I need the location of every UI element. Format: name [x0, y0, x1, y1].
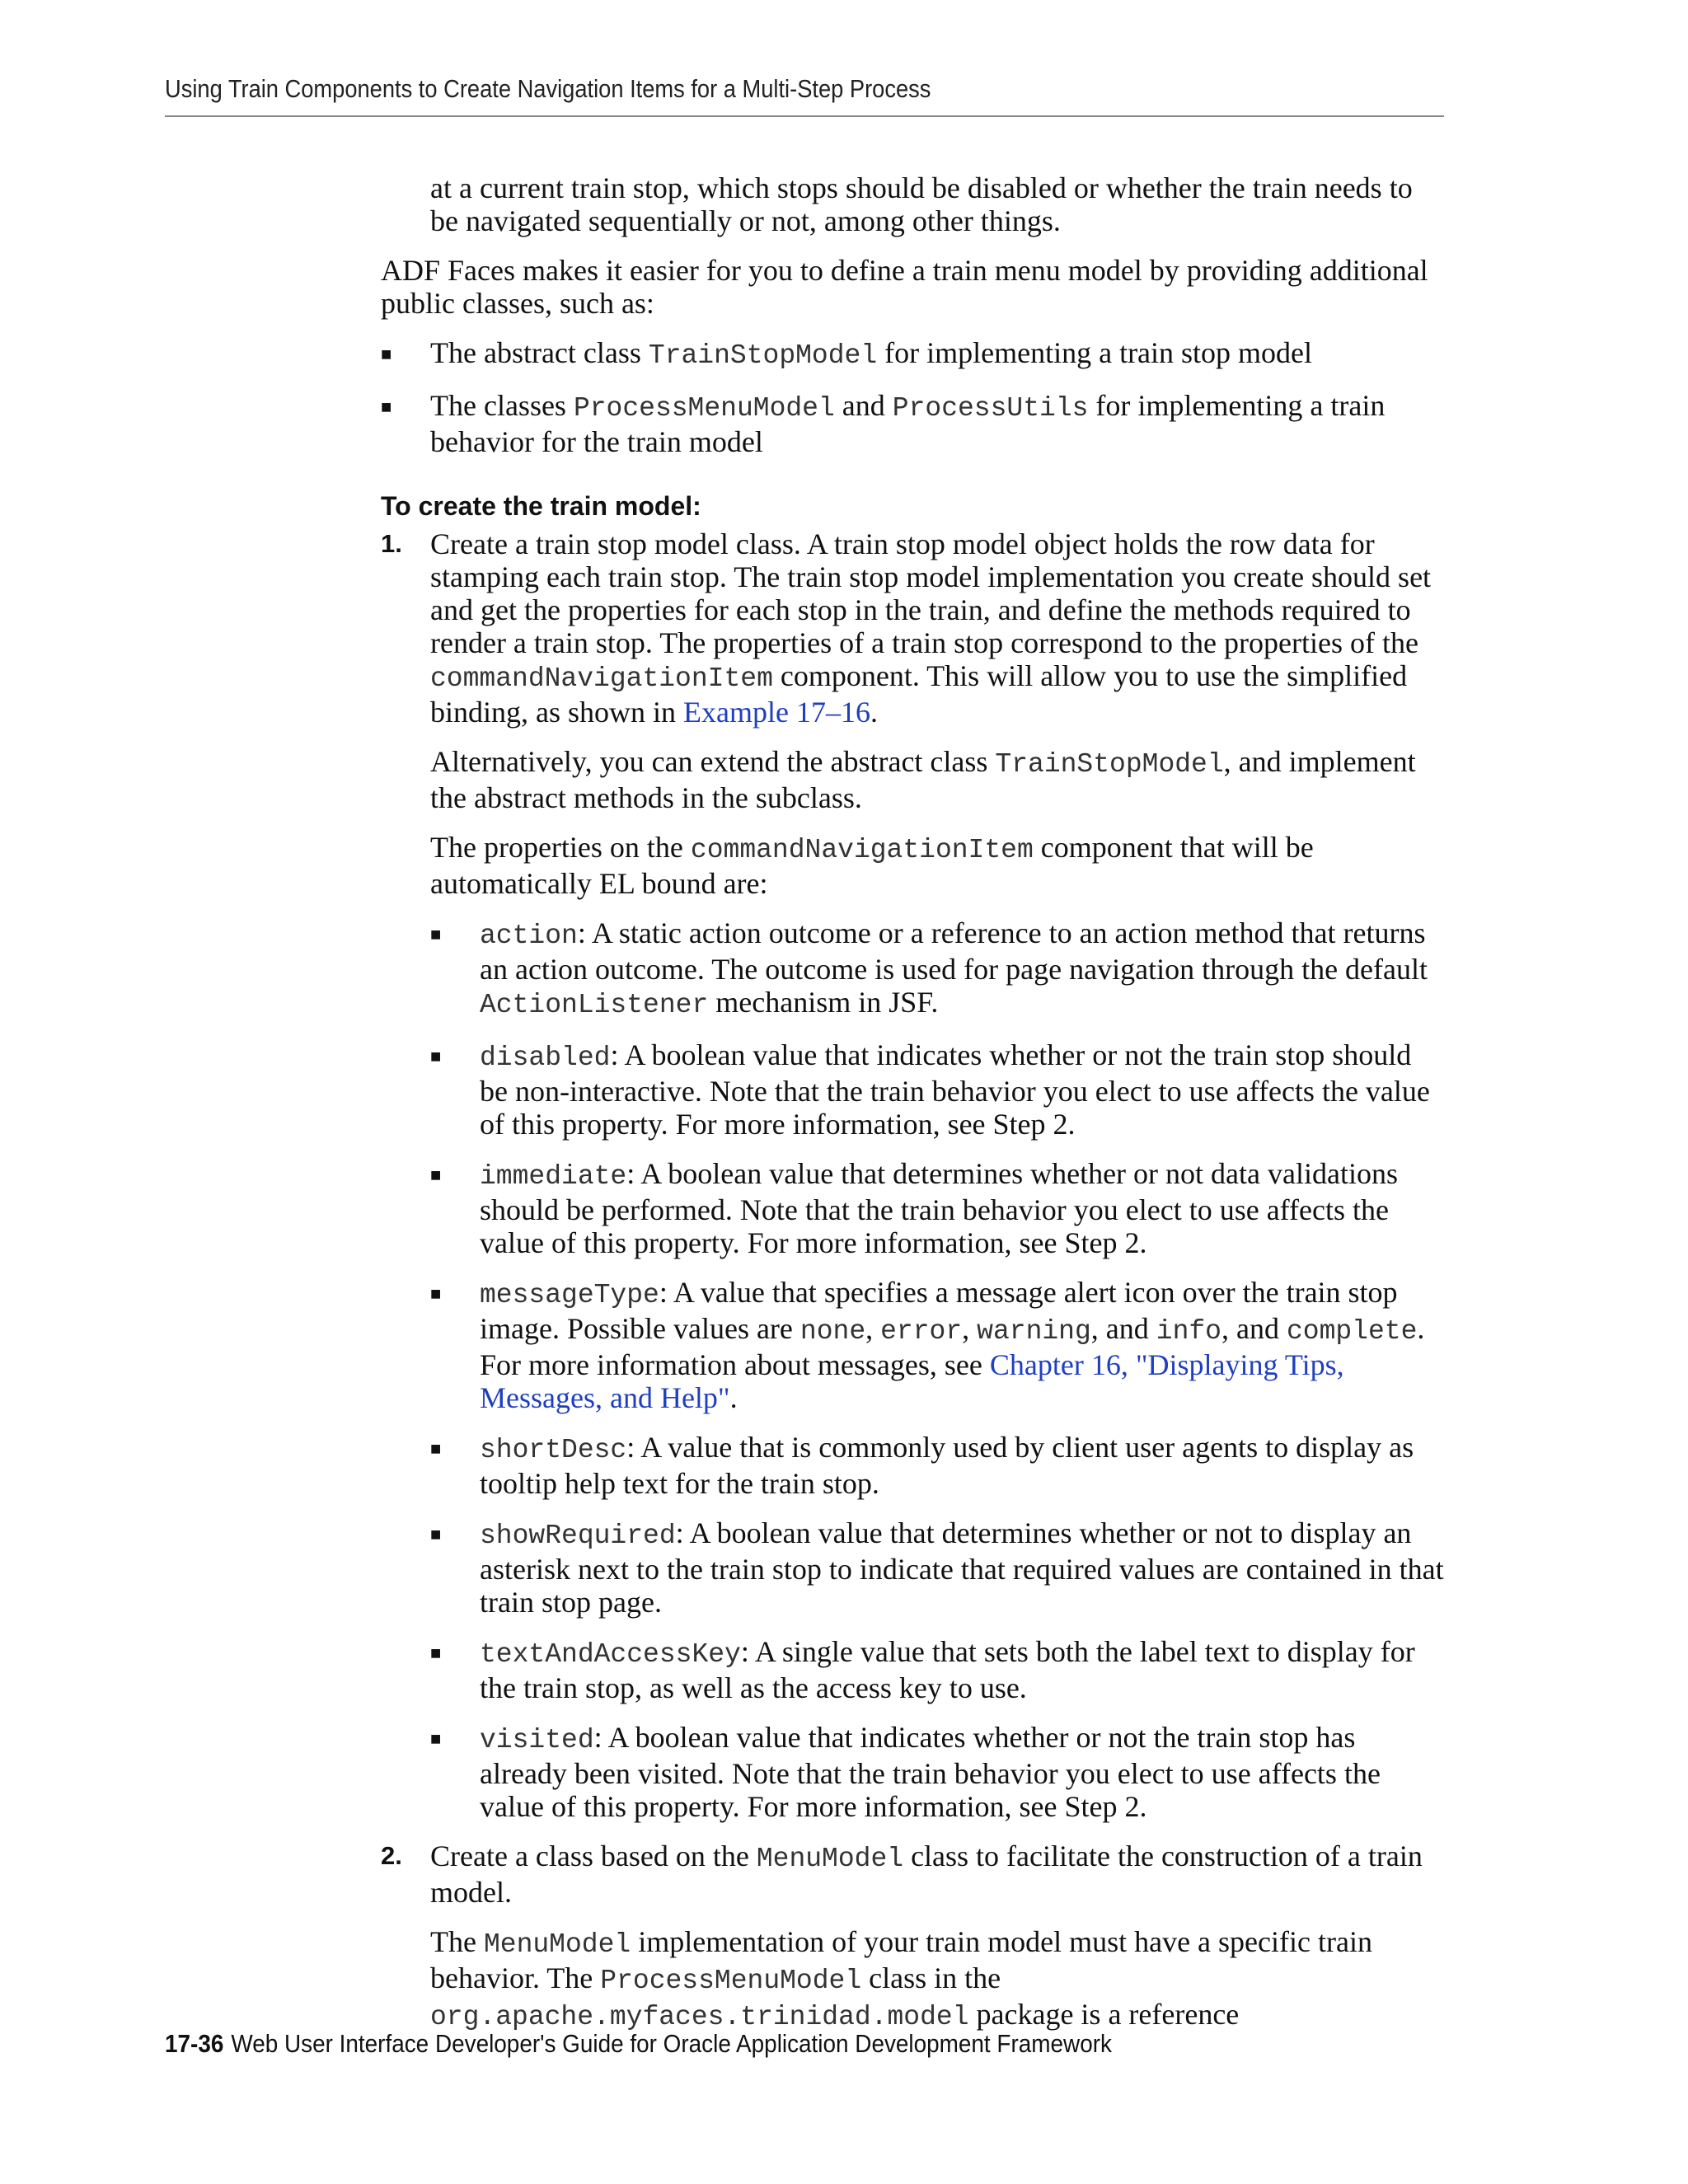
code-term: ProcessMenuModel [573, 393, 835, 424]
code-term: TrainStopModel [648, 340, 878, 371]
code-term: ProcessUtils [892, 393, 1089, 424]
continued-paragraph: at a current train stop, which stops should be disabled or whether the train needs to be navigated sequentially or not, among other things. [430, 171, 1413, 237]
property-item-action: ■ action: A static action outcome or a reference to an action method that returns an action outcome. The outcome is used for page navigation through the default ActionListener mechanism in JSF. [430, 916, 1428, 1020]
adf-paragraph: ADF Faces makes it easier for you to define a train menu model by providing additional public classes, such as: [381, 254, 1428, 320]
property-item-visited: ■ visited: A boolean value that indicates whether or not the train stop has already been visited. Note that the train behavior you elect to use affects the value of this property. For more information, see Step 2. [430, 1721, 1381, 1823]
book-title: Web User Interface Developer's Guide for Oracle Application Development Framework [231, 2029, 1112, 2058]
bullet-square-icon: ■ [430, 924, 442, 944]
list-item: ■ The classes ProcessMenuModel and ProcessUtils for implementing a train behavior for the train model [381, 389, 1386, 458]
step-number: 2. [381, 1841, 402, 1870]
bullet-square-icon: ■ [430, 1524, 442, 1544]
property-item-immediate: ■ immediate: A boolean value that determines whether or not data validations should be performed. Note that the train behavior you elect to use affects the value of this property. For more information, see Step 2. [430, 1157, 1398, 1259]
property-item-showrequired: ■ showRequired: A boolean value that determines whether or not to display an asterisk next to the train stop to indicate that required values are contained in that train stop page. [430, 1516, 1444, 1619]
property-item-disabled: ■ disabled: A boolean value that indicates whether or not the train stop should be non-interactive. Note that the train behavior you elect to use affects the value of this property. For more information, see Step 2. [430, 1038, 1430, 1141]
bullet-square-icon: ■ [430, 1728, 442, 1749]
procedure-heading: To create the train model: [381, 491, 701, 521]
step-2: 2. Create a class based on the MenuModel class to facilitate the construction of a train model. The MenuModel implementation of your train model must have a specific train behavior. The ProcessMenuModel class in the org.apache.myfaces.trinidad.model package is a reference [381, 1840, 1423, 2032]
bullet-square-icon: ■ [381, 396, 392, 417]
bullet-square-icon: ■ [430, 1643, 442, 1663]
property-item-shortdesc: ■ shortDesc: A value that is commonly used by client user agents to display as tooltip help text for the train stop. [430, 1431, 1414, 1500]
property-item-messagetype: ■ messageType: A value that specifies a message alert icon over the train stop image. Possible values are none, error, warning, and info, and complete. For more information about messages, see Chapter 16, "Displaying Tips, Messages, and Help". [430, 1276, 1425, 1414]
example-link[interactable]: Example 17–16 [683, 696, 870, 729]
step-1: 1. Create a train stop model class. A train stop model object holds the row data for stamping each train stop. The train stop model implementation you create should set and get the properties for each stop in the train, and define the methods required to render a train stop. The properties of a train stop correspond to the properties of the commandNavigationItem component. This will allow you to use the simplified binding, as shown in Example 17–16. Alternatively, you can extend the abstract class TrainStopModel, and implement the abstract methods in the subclass. The properties on the commandNavigationItem component that will be automatically EL bound are: [381, 527, 1432, 900]
chapter-link[interactable]: Chapter 16, "Displaying Tips, Messages, and Help" [480, 1348, 1344, 1414]
page-number: 17-36 [165, 2029, 224, 2058]
step-number: 1. [381, 529, 402, 558]
header-rule [165, 115, 1444, 117]
page-body [381, 171, 1444, 2050]
list-item: ■ The abstract class TrainStopModel for implementing a train stop model [381, 336, 1313, 371]
property-item-textandaccesskey: ■ textAndAccessKey: A single value that sets both the label text to display for the train stop, as well as the access key to use. [430, 1635, 1415, 1704]
running-header: Using Train Components to Create Navigation Items for a Multi-Step Process [165, 74, 931, 103]
bullet-square-icon: ■ [430, 1283, 442, 1304]
bullet-square-icon: ■ [381, 344, 392, 364]
running-footer [165, 2029, 1426, 2059]
bullet-square-icon: ■ [430, 1438, 442, 1459]
bullet-square-icon: ■ [430, 1046, 442, 1066]
bullet-square-icon: ■ [430, 1165, 442, 1185]
